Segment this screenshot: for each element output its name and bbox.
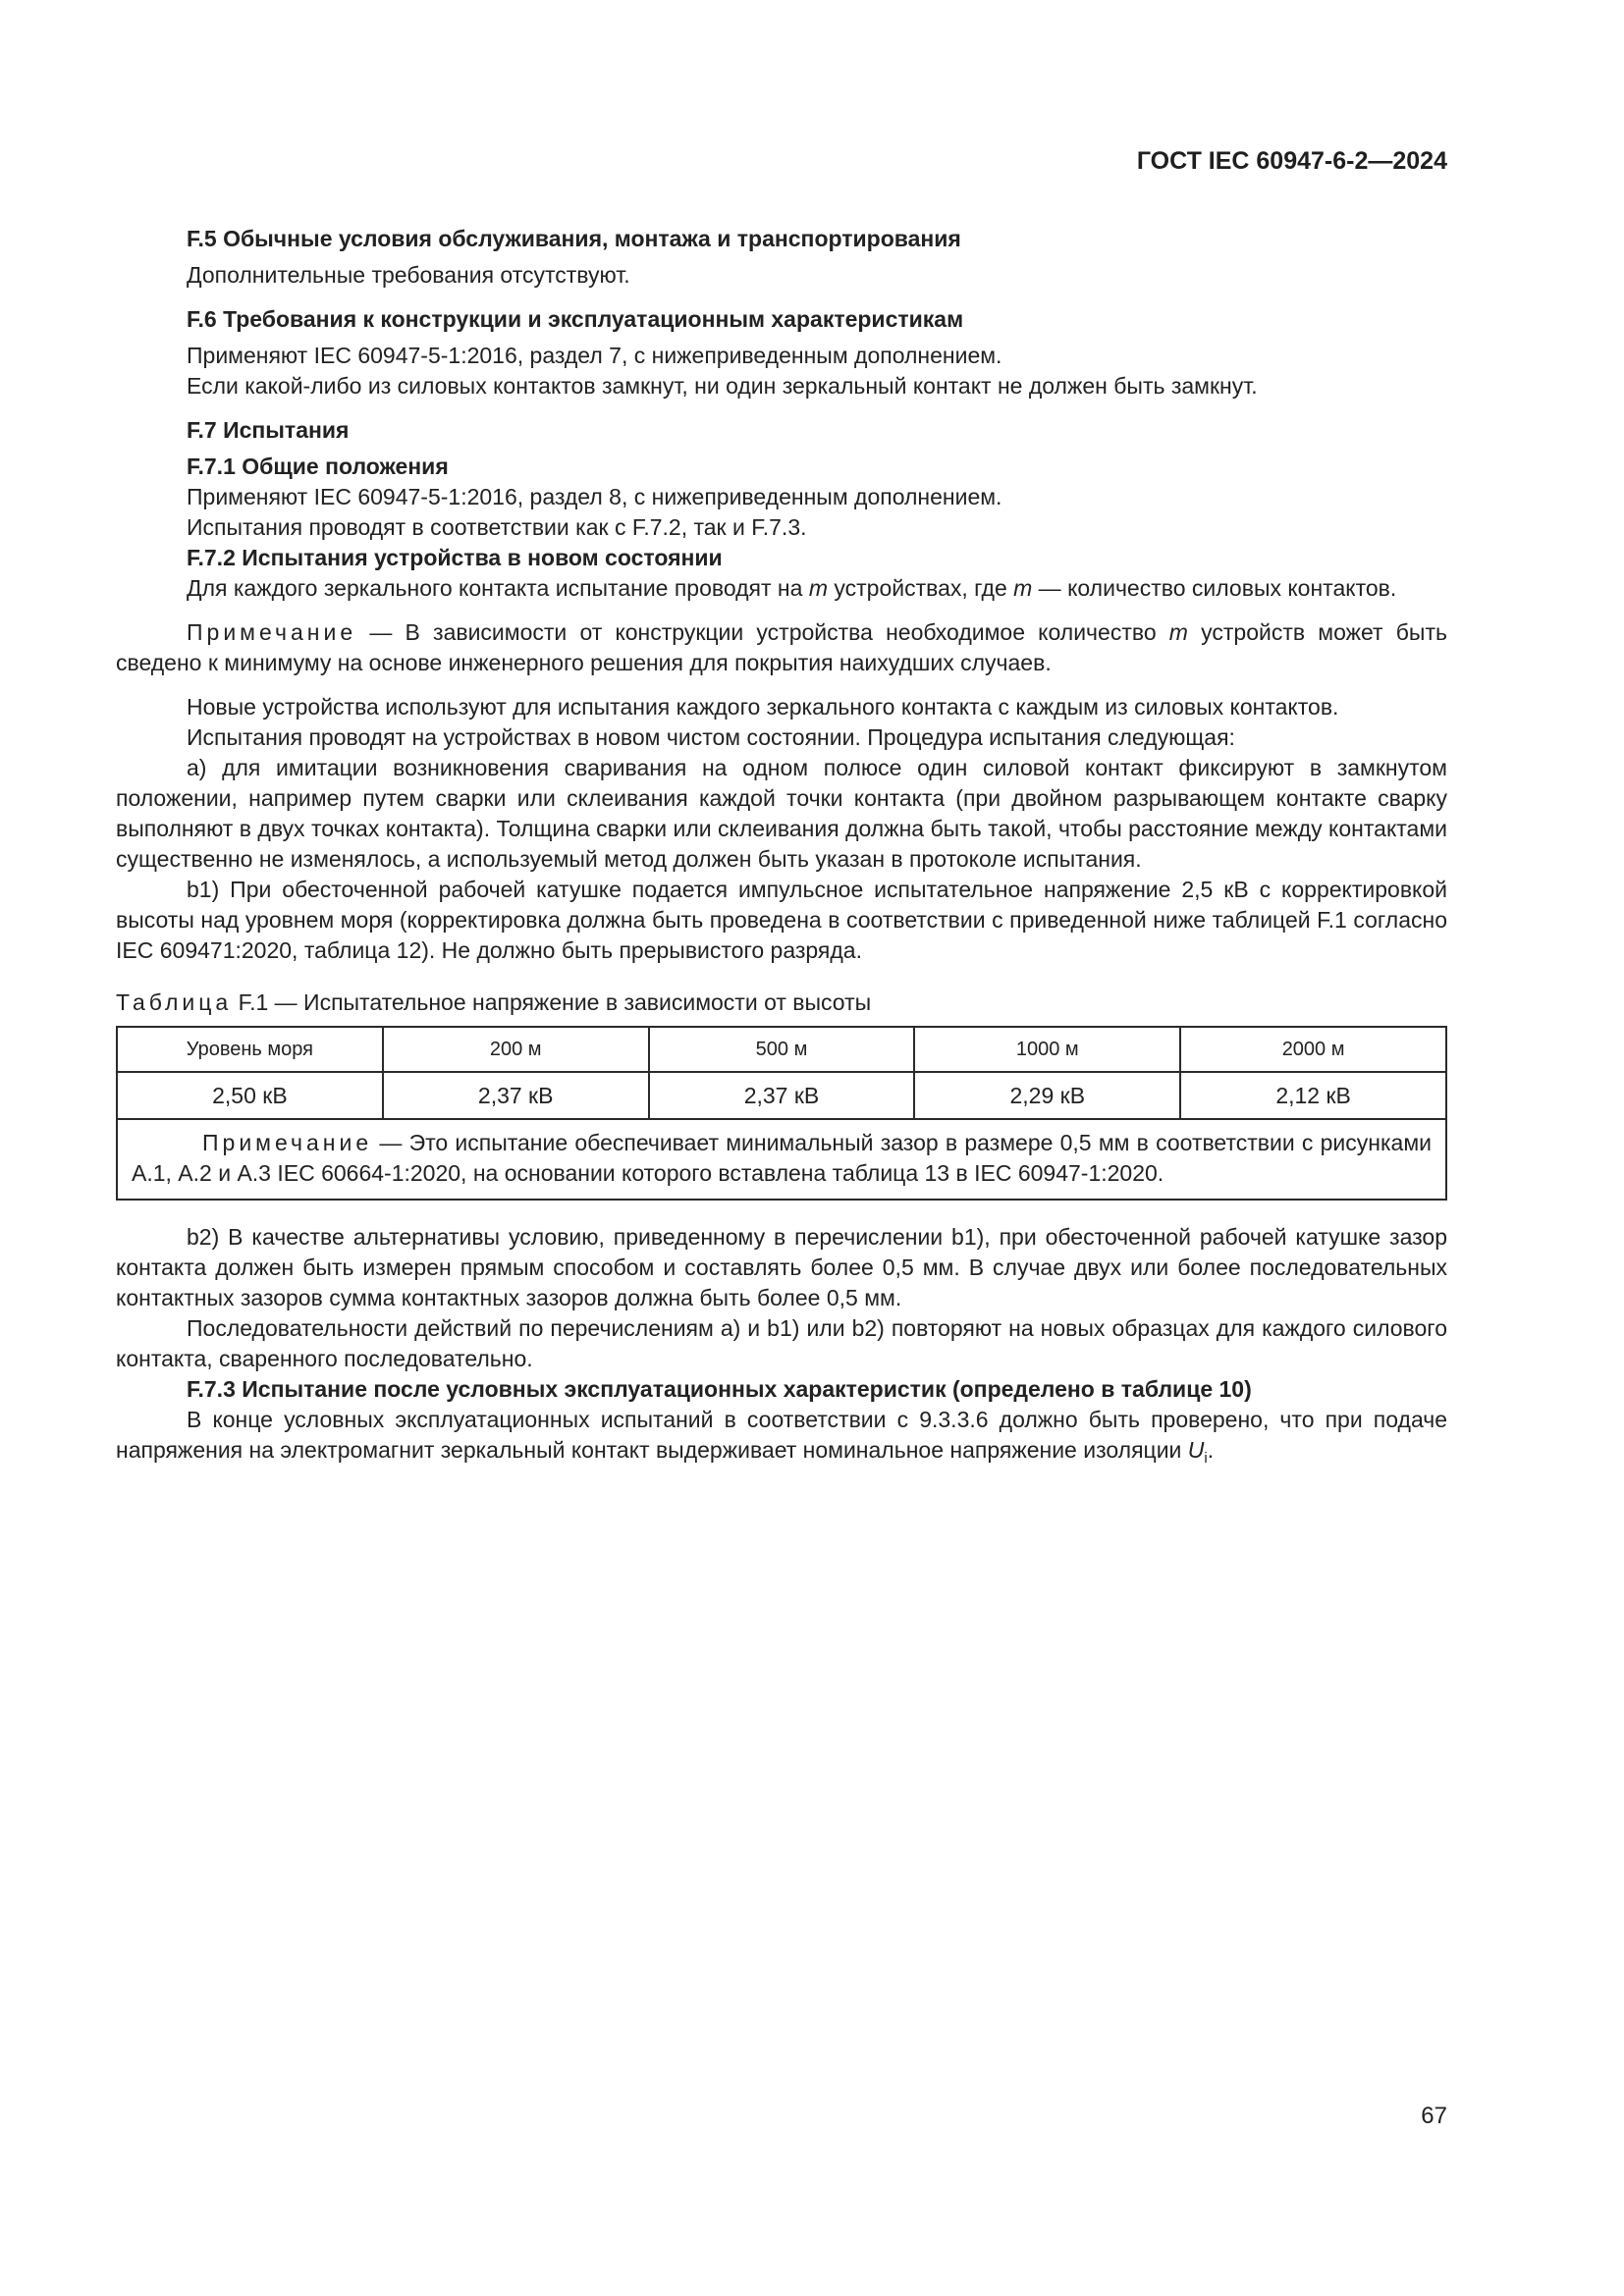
section-f7-heading: F.7 Испытания — [187, 417, 350, 443]
variable-m: m — [808, 575, 828, 601]
table-header-cell: 200 м — [383, 1027, 649, 1072]
table-header-cell: 2000 м — [1180, 1027, 1446, 1072]
variable-m: m — [1168, 619, 1188, 645]
symbol-subscript-i: i — [1204, 1450, 1208, 1467]
page-number: 67 — [1421, 2103, 1447, 2129]
f73-text-end: . — [1207, 1437, 1215, 1463]
f72-text-part-c: — количество силовых контактов. — [1032, 575, 1397, 601]
section-f5-heading: F.5 Обычные условия обслуживания, монтажа и транспортирования — [187, 226, 961, 251]
table-row — [117, 1072, 1446, 1119]
f73-text-main: В конце условных эксплуатационных испытаний в соответствии с 9.3.3.6 должно быть проверено, что при подаче напряжения на электромагнит зеркальный контакт выдерживает номинальное напряжение изоляции — [116, 1407, 1447, 1463]
note-1-text-b: устройств может быть сведено к минимуму на основе инженерного решения для покрытия наихудших случаев. — [116, 619, 1447, 675]
section-f73-text — [116, 1405, 1447, 1473]
table-note-row — [117, 1119, 1446, 1200]
f72-text-part-b: устройствах, где — [828, 575, 1014, 601]
table-f1 — [116, 1026, 1447, 1201]
table-caption — [116, 988, 1447, 1018]
list-item-a: а) для имитации возникновения сваривания на одном полюсе один силовой контакт фиксируют в замкнутом положении, например путем сварки или склеивания каждой точки контакта (при двойном разрывающем контакте сварку выполняют в двух точках контакта). Толщина сварки или склеивания должна быть такой, чтобы расстояние между контактами существенно не изменялось, а используемый метод должен быть указан в протоколе испытания. — [116, 755, 1447, 872]
table-note-text: — Это испытание обеспечивает минимальный зазор в размере 0,5 мм в соответствии с рисунками А.1, А.2 и А.3 IEC 60664-1:2020, на основании которого вставлена таблица 13 в IEC 60947-1:2020. — [132, 1130, 1432, 1186]
table-header-row — [117, 1027, 1446, 1072]
symbol-u: U — [1187, 1437, 1205, 1463]
table-note-cell — [117, 1119, 1446, 1200]
section-f6-text-1: Применяют IEC 60947-5-1:2016, раздел 7, с нижеприведенным дополнением. — [187, 343, 1002, 368]
note-1 — [116, 617, 1447, 678]
table-note-paragraph — [132, 1128, 1432, 1189]
variable-m: m — [1013, 575, 1033, 601]
f72-text-part-a: Для каждого зеркального контакта испытание проводят на — [187, 575, 809, 601]
note-1-text-a: — В зависимости от конструкции устройства необходимое количество — [356, 619, 1169, 645]
section-f5-text: Дополнительные требования отсутствуют. — [187, 262, 630, 288]
list-item-b2: b2) В качестве альтернативы условию, приведенному в перечислении b1), при обесточенной рабочей катушке зазор контакта должен быть измерен прямым способом и составлять более 0,5 мм. В случае двух или более последовательных контактных зазоров сумма контактных зазоров должна быть более 0,5 мм. — [116, 1224, 1447, 1310]
table-header-cell: 1000 м — [914, 1027, 1180, 1072]
section-f6-text-2: Если какой-либо из силовых контактов замкнут, ни один зеркальный контакт не должен быть замкнут. — [187, 373, 1258, 399]
paragraph-procedure: Испытания проводят на устройствах в новом чистом состоянии. Процедура испытания следующая: — [187, 724, 1235, 750]
section-f6-heading: F.6 Требования к конструкции и эксплуатационным характеристикам — [187, 306, 964, 332]
section-f71-heading: F.7.1 Общие положения — [187, 454, 449, 479]
document-header-title: ГОСТ IEC 60947-6-2—2024 — [1136, 147, 1447, 175]
document-body — [116, 224, 1447, 1473]
table-caption-text: F.1 — Испытательное напряжение в зависимости от высоты — [232, 989, 872, 1015]
section-f71-text-2: Испытания проводят в соответствии как с F.7.2, так и F.7.3. — [187, 514, 807, 540]
paragraph-new-devices: Новые устройства используют для испытания каждого зеркального контакта с каждым из силовых контактов. — [187, 694, 1339, 720]
table-cell: 2,12 кВ — [1180, 1072, 1446, 1119]
list-item-b1: b1) При обесточенной рабочей катушке подается импульсное испытательное напряжение 2,5 кВ с корректировкой высоты над уровнем моря (корректировка должна быть проведена в соответствии с приведенной ниже таблицей F.1 согласно IEC 609471:2020, таблица 12). Не должно быть прерывистого разряда. — [116, 877, 1447, 963]
table-cell: 2,37 кВ — [649, 1072, 915, 1119]
table-cell: 2,37 кВ — [383, 1072, 649, 1119]
section-f72-paragraph-1 — [116, 573, 1447, 604]
table-cell: 2,50 кВ — [117, 1072, 383, 1119]
section-f73-heading: F.7.3 Испытание после условных эксплуатационных характеристик (определено в таблице 10) — [187, 1376, 1252, 1402]
table-header-cell: 500 м — [649, 1027, 915, 1072]
table-cell: 2,29 кВ — [914, 1072, 1180, 1119]
table-caption-label: Таблица — [116, 989, 233, 1015]
table-note-label: Примечание — [202, 1130, 373, 1155]
table-header-cell: Уровень моря — [117, 1027, 383, 1072]
section-f71-text-1: Применяют IEC 60947-5-1:2016, раздел 8, с нижеприведенным дополнением. — [187, 484, 1002, 509]
paragraph-sequences: Последовательности действий по перечислениям а) и b1) или b2) повторяют на новых образцах для каждого силового контакта, сваренного последовательно. — [116, 1315, 1447, 1371]
section-f72-heading: F.7.2 Испытания устройства в новом состоянии — [187, 545, 723, 570]
note-1-label: Примечание — [187, 619, 357, 645]
